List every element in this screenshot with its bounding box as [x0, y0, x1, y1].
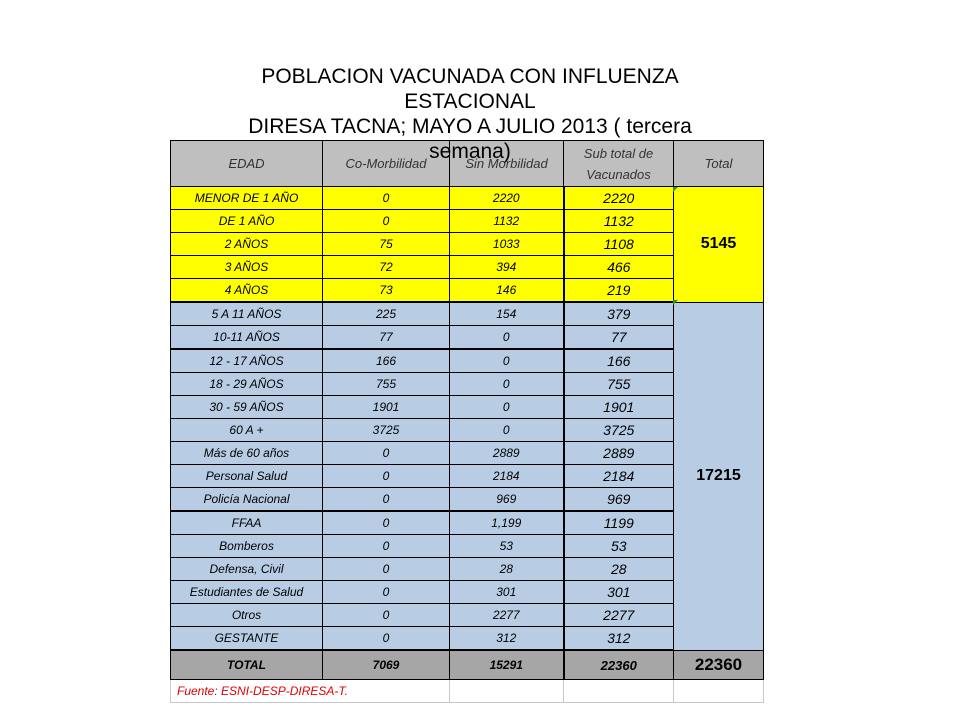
source-note: Fuente: ESNI-DESP-DIRESA-T.: [171, 680, 450, 703]
cell-sin-morbilidad: 53: [450, 535, 564, 558]
cell-co-morbilidad: 0: [323, 465, 450, 488]
cell-edad: 30 - 59 AÑOS: [171, 396, 323, 419]
cell-subtotal: 77: [564, 326, 674, 350]
cell-edad: Otros: [171, 604, 323, 627]
empty-cell: [450, 680, 564, 703]
slide-title: [200, 64, 740, 164]
cell-co-morbilidad: 75: [323, 233, 450, 256]
cell-sin-morbilidad: 301: [450, 581, 564, 604]
cell-edad: Estudiantes de Salud: [171, 581, 323, 604]
cell-co-morbilidad: 166: [323, 349, 450, 373]
cell-edad: Personal Salud: [171, 465, 323, 488]
header-co-morbilidad: Co-Morbilidad: [323, 141, 450, 187]
cell-sin-morbilidad: 1033: [450, 233, 564, 256]
cell-co-morbilidad: 72: [323, 256, 450, 279]
group-total-blue: 17215: [674, 302, 764, 650]
cell-edad: DE 1 AÑO: [171, 210, 323, 233]
cell-sin-morbilidad: 2184: [450, 465, 564, 488]
title-line-3: DIRESA TACNA; MAYO A JULIO 2013 ( tercera: [248, 115, 692, 138]
cell-sin-morbilidad: 394: [450, 256, 564, 279]
cell-sin-morbilidad: 312: [450, 627, 564, 651]
table-row: [171, 302, 764, 326]
cell-sin-morbilidad: 0: [450, 373, 564, 396]
cell-sin-morbilidad: 969: [450, 488, 564, 512]
cell-co-morbilidad: 73: [323, 279, 450, 303]
header-total: Total: [674, 141, 764, 187]
cell-edad: FFAA: [171, 511, 323, 535]
cell-co-morbilidad: 0: [323, 558, 450, 581]
cell-subtotal: 379: [564, 302, 674, 326]
total-sin-morbilidad: 15291: [450, 650, 564, 680]
cell-edad: Policía Nacional: [171, 488, 323, 512]
cell-co-morbilidad: 0: [323, 488, 450, 512]
cell-subtotal: 1108: [564, 233, 674, 256]
cell-subtotal: 1199: [564, 511, 674, 535]
cell-co-morbilidad: 0: [323, 627, 450, 651]
cell-edad: 2 AÑOS: [171, 233, 323, 256]
cell-subtotal: 219: [564, 279, 674, 303]
cell-sin-morbilidad: 154: [450, 302, 564, 326]
grand-total: 22360: [674, 650, 764, 680]
vaccination-table: [170, 140, 764, 703]
cell-co-morbilidad: 755: [323, 373, 450, 396]
cell-co-morbilidad: 3725: [323, 419, 450, 442]
cell-edad: 4 AÑOS: [171, 279, 323, 303]
cell-sin-morbilidad: 0: [450, 396, 564, 419]
cell-edad: 5 A 11 AÑOS: [171, 302, 323, 326]
cell-comment-marker: [673, 187, 678, 192]
total-row: [171, 650, 764, 680]
cell-edad: 12 - 17 AÑOS: [171, 349, 323, 373]
cell-subtotal: 312: [564, 627, 674, 651]
cell-subtotal: 53: [564, 535, 674, 558]
total-co-morbilidad: 7069: [323, 650, 450, 680]
cell-sin-morbilidad: 0: [450, 326, 564, 350]
cell-co-morbilidad: 0: [323, 604, 450, 627]
empty-cell: [674, 680, 764, 703]
cell-edad: Defensa, Civil: [171, 558, 323, 581]
cell-sin-morbilidad: 2889: [450, 442, 564, 465]
cell-sin-morbilidad: 146: [450, 279, 564, 303]
cell-edad: 10-11 AÑOS: [171, 326, 323, 350]
cell-subtotal: 466: [564, 256, 674, 279]
cell-sin-morbilidad: 1,199: [450, 511, 564, 535]
cell-subtotal: 3725: [564, 419, 674, 442]
cell-subtotal: 1132: [564, 210, 674, 233]
cell-sin-morbilidad: 2277: [450, 604, 564, 627]
header-edad: EDAD: [171, 141, 323, 187]
cell-co-morbilidad: 225: [323, 302, 450, 326]
cell-co-morbilidad: 0: [323, 581, 450, 604]
cell-co-morbilidad: 0: [323, 210, 450, 233]
title-line-2: ESTACIONAL: [404, 90, 536, 113]
cell-co-morbilidad: 1901: [323, 396, 450, 419]
cell-subtotal: 2277: [564, 604, 674, 627]
cell-subtotal: 2184: [564, 465, 674, 488]
cell-sin-morbilidad: 0: [450, 419, 564, 442]
title-line-4: semana): [429, 140, 511, 163]
cell-edad: Más de 60 años: [171, 442, 323, 465]
source-row: [171, 680, 764, 703]
cell-sin-morbilidad: 0: [450, 349, 564, 373]
cell-subtotal: 2220: [564, 187, 674, 210]
cell-edad: 3 AÑOS: [171, 256, 323, 279]
cell-subtotal: 755: [564, 373, 674, 396]
title-line-1: POBLACION VACUNADA CON INFLUENZA: [261, 65, 679, 88]
cell-edad: MENOR DE 1 AÑO: [171, 187, 323, 210]
total-label: TOTAL: [171, 650, 323, 680]
cell-subtotal: 301: [564, 581, 674, 604]
cell-co-morbilidad: 0: [323, 187, 450, 210]
cell-co-morbilidad: 0: [323, 511, 450, 535]
cell-subtotal: 166: [564, 349, 674, 373]
header-subtotal: Sub total de Vacunados: [564, 141, 674, 187]
cell-co-morbilidad: 77: [323, 326, 450, 350]
cell-sin-morbilidad: 2220: [450, 187, 564, 210]
cell-edad: 60 A +: [171, 419, 323, 442]
cell-sin-morbilidad: 1132: [450, 210, 564, 233]
cell-subtotal: 2889: [564, 442, 674, 465]
cell-edad: GESTANTE: [171, 627, 323, 651]
cell-edad: Bomberos: [171, 535, 323, 558]
cell-subtotal: 1901: [564, 396, 674, 419]
total-subtotal: 22360: [564, 650, 674, 680]
cell-co-morbilidad: 0: [323, 442, 450, 465]
empty-cell: [564, 680, 674, 703]
cell-edad: 18 - 29 AÑOS: [171, 373, 323, 396]
cell-sin-morbilidad: 28: [450, 558, 564, 581]
cell-comment-marker: [673, 300, 678, 305]
group-total-yellow: 5145: [674, 187, 764, 303]
cell-subtotal: 28: [564, 558, 674, 581]
cell-subtotal: 969: [564, 488, 674, 512]
header-sin-morbilidad: Sin Morbilidad: [450, 141, 564, 187]
cell-co-morbilidad: 0: [323, 535, 450, 558]
